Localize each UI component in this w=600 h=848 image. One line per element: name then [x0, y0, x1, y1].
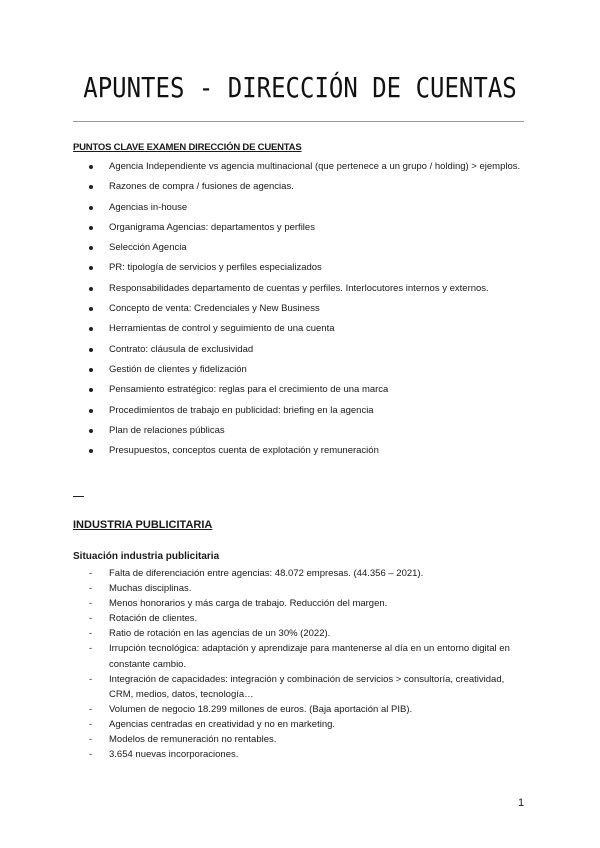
page-number: 1	[518, 797, 525, 809]
list-item: Presupuestos, conceptos cuenta de explotación y remuneración	[89, 444, 529, 458]
dash-icon: -	[89, 613, 93, 625]
bullet-icon	[89, 368, 93, 372]
list-item: Razones de compra / fusiones de agencias.	[89, 180, 529, 194]
title-divider	[73, 121, 524, 122]
list-item: Selección Agencia	[89, 241, 529, 255]
list-item: Responsabilidades departamento de cuentas y perfiles. Interlocutores internos y externos.	[89, 282, 529, 296]
bullet-icon	[89, 449, 93, 453]
list-item: - Menos honorarios y más carga de trabajo. Reducción del margen.	[89, 596, 529, 611]
list-item: PR: tipología de servicios y perfiles especializados	[89, 261, 529, 275]
dash-icon: -	[89, 749, 93, 761]
bullet-icon	[89, 206, 93, 210]
list-item: - Falta de diferenciación entre agencias: 48.072 empresas. (44.356 – 2021).	[89, 566, 529, 581]
bullet-icon	[89, 388, 93, 392]
bullet-icon	[89, 327, 93, 331]
dash-icon: -	[89, 734, 93, 746]
bullet-icon	[89, 266, 93, 270]
bullet-icon	[89, 409, 93, 413]
key-points-heading: PUNTOS CLAVE EXAMEN DIRECCIÓN DE CUENTAS	[73, 142, 302, 153]
dash-icon: -	[89, 598, 93, 610]
list-item: Procedimientos de trabajo en publicidad: briefing en la agencia	[89, 404, 529, 418]
bullet-icon	[89, 307, 93, 311]
list-item: - Ratio de rotación en las agencias de un 30% (2022).	[89, 626, 529, 641]
bullet-icon	[89, 226, 93, 230]
list-item: - Agencias centradas en creatividad y no en marketing.	[89, 717, 529, 732]
list-item: Agencia Independiente vs agencia multinacional (que pertenece a un grupo / holding) > ejemplos.	[89, 160, 529, 174]
key-points-list	[89, 160, 529, 464]
dash-icon: -	[89, 583, 93, 595]
industry-subheading: Situación industria publicitaria	[73, 551, 220, 562]
dash-icon: -	[89, 568, 93, 579]
list-item: - Integración de capacidades: integración y combinación de servicios > consultoría, creatividad, CRM, medios, datos, tecnología…	[89, 673, 505, 700]
list-item: - Volumen de negocio 18.299 millones de euros. (Baja aportación al PIB).	[89, 702, 529, 717]
list-item: Pensamiento estratégico: reglas para el crecimiento de una marca	[89, 383, 529, 397]
dash-icon: -	[89, 703, 93, 715]
dash-icon: -	[89, 628, 93, 640]
list-item: Herramientas de control y seguimiento de una cuenta	[89, 322, 529, 336]
bullet-icon	[89, 246, 93, 250]
dash-icon: -	[89, 718, 93, 730]
list-item: Concepto de venta: Credenciales y New Business	[89, 302, 529, 316]
list-item: Plan de relaciones públicas	[89, 424, 529, 438]
list-item: - Modelos de remuneración no rentables.	[89, 732, 529, 747]
industry-list	[89, 566, 529, 762]
bullet-icon	[89, 185, 93, 189]
list-item: Agencias in-house	[89, 201, 529, 215]
list-item: Gestión de clientes y fidelización	[89, 363, 529, 377]
list-item: Organigrama Agencias: departamentos y perfiles	[89, 221, 529, 235]
dash-icon: -	[89, 643, 93, 655]
dash-icon: -	[89, 673, 93, 685]
bullet-icon	[89, 287, 93, 291]
list-item: - Muchas disciplinas.	[89, 581, 529, 596]
bullet-icon	[89, 165, 93, 169]
section-separator	[73, 496, 84, 497]
list-item: - Irrupción tecnológica: adaptación y aprendizaje para mantenerse al día en un entorno digital en constante cambio.	[89, 643, 510, 670]
list-item: - 3.654 nuevas incorporaciones.	[89, 747, 529, 762]
bullet-icon	[89, 429, 93, 433]
industry-heading: INDUSTRIA PUBLICITARIA	[73, 519, 213, 531]
list-item: Contrato: cláusula de exclusividad	[89, 343, 529, 357]
bullet-icon	[89, 348, 93, 352]
list-item: - Rotación de clientes.	[89, 611, 529, 626]
page-title: APUNTES - DIRECCIÓN DE CUENTAS	[83, 71, 517, 105]
